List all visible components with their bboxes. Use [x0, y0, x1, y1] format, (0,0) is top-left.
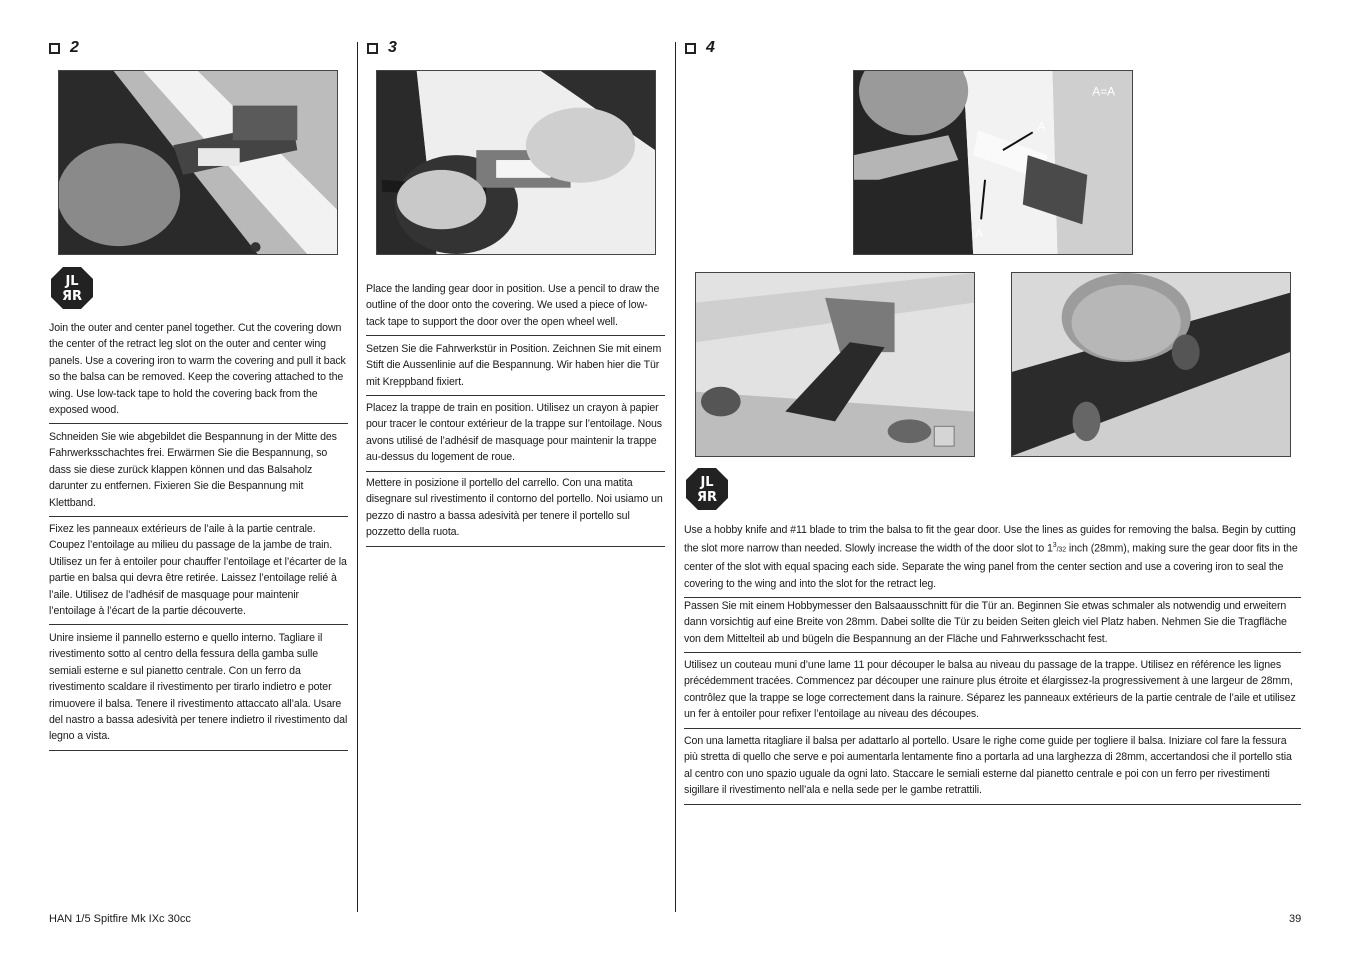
- step-4-text-en-part1: Use a hobby knife and #11 blade to trim the balsa to fit the gear door. Use the lines as guides for removing the balsa. Begin by cutting the slot more narrow than needed. Slowly increase the width of the door slot to 1: [684, 524, 1296, 555]
- left-right-retract-icon: [685, 467, 729, 511]
- checkbox-square-icon[interactable]: [49, 43, 60, 54]
- label-a: A: [975, 226, 984, 241]
- step-4-header: [685, 38, 715, 58]
- step-3-text-fr: Placez la trappe de train en position. Utilisez un crayon à papier pour tracer le contour extérieur de la trappe sur l’entoilage. Nous avons utilisé de l’adhésif de masquage pour maintenir la trappe au-dessus du logement de roue.: [366, 400, 665, 472]
- label-a-equals-a: A=A: [1092, 84, 1116, 99]
- step-2-text-de: Schneiden Sie wie abgebildet die Bespannung in der Mitte des Fahrwerksschachtes frei. Erwärmen Sie die Bespannung, so dass sie diese zurück klappen können und das Balsaholz darunter zu entfernen. Fixieren Sie die Bespannung mit Klettband.: [49, 429, 348, 517]
- step-number: 3: [388, 39, 397, 56]
- step-2-photo: [58, 70, 338, 255]
- step-3-text-de: Setzen Sie die Fahrwerkstür in Position. Zeichnen Sie mit einem Stift die Aussenlinie auf die Bespannung. Wir haben hier die Tür mit Kreppband fixiert.: [366, 341, 665, 396]
- step-3-photo: [376, 70, 656, 255]
- step-4-text-it: Con una lametta ritagliare il balsa per adattarlo al portello. Usare le righe come guide per togliere il balsa. Iniziare col fare la fessura più stretta di quello che serve e poi aumentarla lentamente fino a portarla ad una larghezza di 28mm, accertandosi che il portello stia al centro con uno spazio uguale da ogni lato. Staccare le semiali esterne dal pianetto centrale e poi con un ferro per rivestimenti sigillare il rivestimento nell’ala e nella sede per le gambe retrattili.: [684, 733, 1301, 805]
- step-3-text-it: Mettere in posizione il portello del carrello. Con una matita disegnare sul rivestimento il contorno del portello. Noi usiamo un pezzo di nastro a bassa adesività per tenere il portello sul pozzetto della ruota.: [366, 475, 665, 547]
- step-2-header: [49, 38, 79, 58]
- column-divider: [675, 42, 676, 912]
- svg-text:JL: JL: [65, 274, 79, 289]
- step-4-text-en: [684, 522, 1301, 598]
- step-4-photo-top: [853, 70, 1133, 255]
- step-4-photo-left: [695, 272, 975, 457]
- checkbox-square-icon[interactable]: [367, 43, 378, 54]
- step-4-photo-right: [1011, 272, 1291, 457]
- checkbox-square-icon[interactable]: [685, 43, 696, 54]
- step-2-text-en: Join the outer and center panel together. Cut the covering down the center of the retract leg slot on the outer and center wing panels. Use a covering iron to warm the covering and pull it back so the balsa can be removed. Keep the covering attached to the wing. Use low-tack tape to hold the covering back from the exposed wood.: [49, 320, 348, 424]
- step-4-text-fr: Utilisez un couteau muni d’une lame 11 pour découper le balsa au niveau du passage de la trappe. Utilisez en référence les lignes précédemment tracées. Commencez par découper une rainure plus étroite et élargissez-la progressivement à une largeur de 28mm, contrôlez que la trappe se loge correctement dans la rainure. Séparez les panneaux extérieurs de la partie centrale de l’aile et utilisez un fer à entoiler pour refixer l’entoilage au niveau des découpes.: [684, 657, 1301, 729]
- fraction-numerator: 3: [1052, 542, 1057, 550]
- step-3-text-en: Place the landing gear door in position. Use a pencil to draw the outline of the door onto the covering. We used a piece of low-tack tape to support the door over the open wheel well.: [366, 281, 665, 336]
- svg-text:ЯR: ЯR: [696, 490, 718, 505]
- step-number: 4: [706, 39, 715, 56]
- step-2-text-it: Unire insieme il pannello esterno e quello interno. Tagliare il rivestimento sotto al centro della fessura della gamba sulle semiali esterne e sul pianetto centrale. Con un ferro da rivestimento scaldare il rivestimento per tirarlo indietro e poter rimuovere il balsa. Tenere il rivestimento attaccato all’ala. Usare del nastro a bassa adesività per tenere indietro il rivestimento dal legno a vista.: [49, 630, 348, 751]
- page-number: 39: [1289, 913, 1302, 925]
- footer-title: HAN 1/5 Spitfire Mk IXc 30cc: [49, 913, 191, 925]
- svg-text:ЯR: ЯR: [61, 289, 83, 304]
- svg-text:JL: JL: [700, 475, 714, 490]
- label-a: A: [1037, 119, 1046, 134]
- step-4-text-en-part2: inch (28mm), making sure the gear door fits in the center of the slot with equal spacing each side. Separate the wing panel from the center section and use a covering iron to seal the covering to the wing and into the slot for the retract leg.: [684, 542, 1298, 590]
- step-number: 2: [70, 39, 79, 56]
- left-right-retract-icon: [50, 266, 94, 310]
- step-2-text-fr: Fixez les panneaux extérieurs de l’aile à la partie centrale. Coupez l’entoilage au milieu du passage de la jambe de train. Utilisez un fer à entoiler pour chauffer l’entoilage et l’écarter de la partie en balsa qui devra être retirée. Laissez l’entoilage relié à l’aile. Utilisez de l’adhésif de masquage pour maintenir l’entoilage à l’écart de la partie découverte.: [49, 521, 348, 625]
- step-4-text-de: Passen Sie mit einem Hobbymesser den Balsaausschnitt für die Tür an. Beginnen Sie etwas schmaler als notwendig und erweitern dann vorsichtig auf eine Breite von 28mm. Dabei sollte die Tür zu beiden Seiten gleich viel Platz haben. Nehmen Sie die Tragfläche von dem Mittelteil ab und bügeln die Bespannung an der Fläche und Fahrwerksschacht fest.: [684, 598, 1301, 653]
- fraction-denominator: /32: [1056, 546, 1067, 554]
- step-3-header: [367, 38, 397, 58]
- column-divider: [357, 42, 358, 912]
